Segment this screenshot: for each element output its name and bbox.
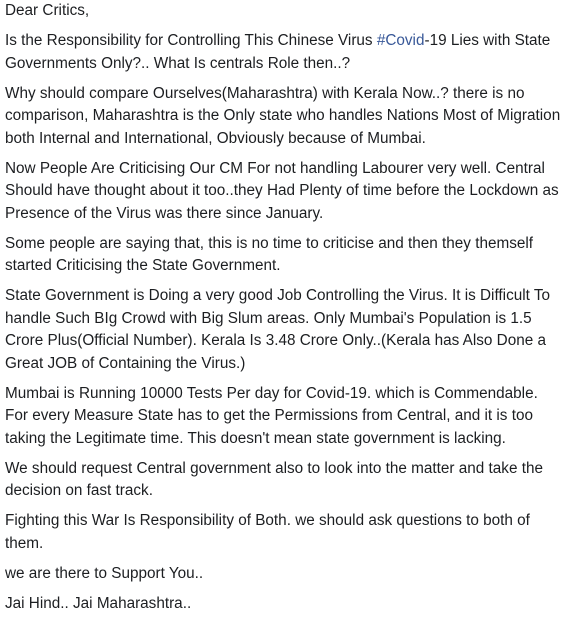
post-paragraph-tests: Mumbai is Running 10000 Tests Per day for Covid-19. which is Commendable.: [5, 384, 538, 402]
post-text: Is the Responsibility for Controlling This Chinese Virus: [5, 32, 377, 49]
post-text: -19 Lies with State Governments Only?.. What Is centrals Role then..?: [5, 32, 551, 72]
post-paragraph-permissions: For every Measure State has to get the Permissions from Central, and it is too taking the Legitimate time. This doesn't mean state government is lacking.: [5, 407, 533, 447]
post-paragraph-war: Fighting this War Is Responsibility of Both. we should ask questions to both of them.: [5, 512, 530, 552]
post-greeting: Dear Critics,: [5, 2, 90, 19]
post-paragraph-criticism: Some people are saying that, this is no time to criticise and then they themself started Criticising the State Government.: [5, 234, 534, 274]
post-body: [5, 0, 567, 615]
post-signoff: Jai Hind.. Jai Maharashtra..: [5, 594, 192, 612]
post-paragraph-labourers: Now People Are Criticising Our CM For not handling Labourer very well. Central Should have thought about it too..they Had Plenty of time before the Lockdown as Presence of the Virus was there since January.: [5, 159, 559, 222]
post-paragraph-request: We should request Central government also to look into the matter and take the decision on fast track.: [5, 459, 543, 499]
post-paragraph-state-job: State Government is Doing a very good Job Controlling the Virus. It is Difficult To handle Such BIg Crowd with Big Slum areas. Only Mumbai's Population is 1.5 Crore Plus(Official Number). Kerala Is 3.48 Crore Only..(Kerala has Also Done a Great JOB of Containing the Virus.): [5, 287, 551, 372]
post-paragraph-comparison: Why should compare Ourselves(Maharashtra) with Kerala Now..? there is no comparison, Maharashtra is the Only state who handles Nations Most of Migration both Internal and International, Obviously because of Mumbai.: [5, 84, 561, 147]
post-paragraph-responsibility: [5, 30, 567, 75]
hashtag-link-covid[interactable]: #Covid: [376, 32, 425, 49]
post-paragraph-support: we are there to Support You..: [5, 564, 204, 582]
